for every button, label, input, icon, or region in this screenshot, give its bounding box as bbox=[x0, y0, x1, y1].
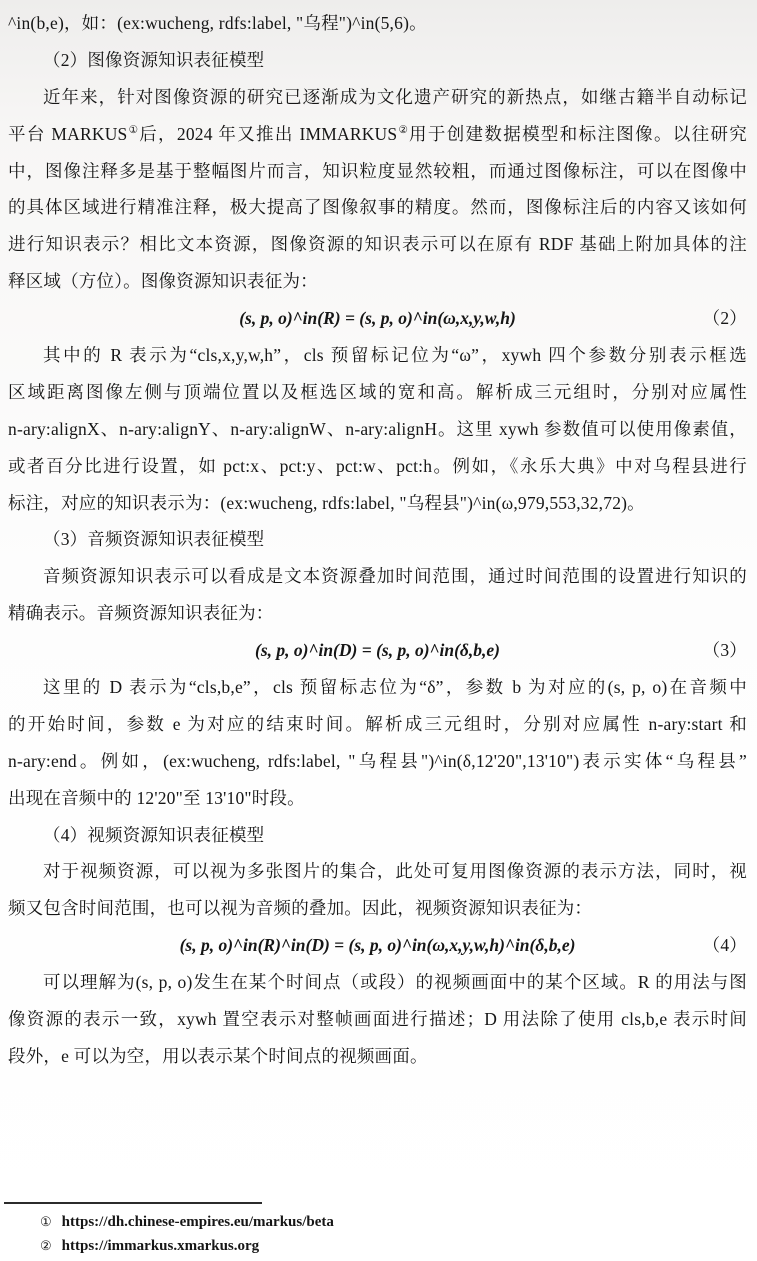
text-line: 中，图像注释多是基于整幅图片而言，知识粒度显然较粗，而通过图像标注，可以在图像中 bbox=[8, 160, 747, 181]
text-line: 近年来，针对图像资源的研究已逐渐成为文化遗产研究的新热点，如继古籍半自动标记 bbox=[43, 86, 747, 107]
footnote-ref-1: ① bbox=[127, 124, 140, 136]
footnote-marker-2: ② bbox=[40, 1238, 52, 1253]
text-line: 的开始时间，参数 e 为对应的结束时间。解析成三元组时，分别对应属性 n-ary:start 和 bbox=[8, 713, 747, 734]
footnote-item bbox=[0, 1210, 757, 1234]
footnotes-section bbox=[0, 1202, 757, 1258]
equation-number: （2） bbox=[702, 308, 747, 329]
equation-row-2 bbox=[8, 300, 747, 337]
footnote-item bbox=[0, 1234, 757, 1258]
text-segment: 平台 MARKUS bbox=[8, 123, 128, 144]
footnote-divider bbox=[4, 1202, 262, 1204]
text-line: 可以理解为(s, p, o)发生在某个时间点（或段）的视频画面中的某个区域。R 的用法与图 bbox=[43, 972, 747, 993]
text-line: 这里的 D 表示为“cls,b,e”，cls 预留标志位为“δ”，参数 b 为对应的(s, p, o)在音频中 bbox=[43, 677, 747, 698]
section-heading-audio-model: （3）音频资源知识表征模型 bbox=[43, 529, 265, 550]
text-segment: 后，2024 年又推出 IMMARKUS bbox=[139, 123, 398, 144]
text-line: 段外，e 可以为空，用以表示某个时间点的视频画面。 bbox=[8, 1045, 428, 1066]
footnote-url-immarkus: https://immarkus.xmarkus.org bbox=[61, 1238, 260, 1254]
footnote-url-markus: https://dh.chinese-empires.eu/markus/beta bbox=[61, 1214, 334, 1230]
footnote-ref-2: ② bbox=[397, 124, 410, 136]
equation-image: (s, p, o)^in(R) = (s, p, o)^in(ω,x,y,w,h) bbox=[239, 308, 516, 329]
text-line: n-ary:alignX、n-ary:alignY、n-ary:alignW、n-ary:alignH。这里 xywh 参数值可以使用像素值， bbox=[8, 418, 747, 439]
equation-row-4 bbox=[8, 927, 747, 964]
text-line: 频又包含时间范围，也可以视为音频的叠加。因此，视频资源知识表征为： bbox=[8, 898, 593, 919]
text-line: 其中的 R 表示为“cls,x,y,w,h”，cls 预留标记位为“ω”，xywh 四个参数分别表示框选 bbox=[43, 345, 747, 366]
text-line: 音频资源知识表示可以看成是文本资源叠加时间范围，通过时间范围的设置进行知识的 bbox=[43, 566, 747, 587]
equation-number: （4） bbox=[702, 935, 747, 956]
text-line: 的具体区域进行精准注释，极大提高了图像叙事的精度。然而，图像标注后的内容又该如何 bbox=[8, 197, 747, 218]
text-line: 像资源的表示一致，xywh 置空表示对整帧画面进行描述；D 用法除了使用 cls,b,e 表示时间 bbox=[8, 1009, 747, 1030]
text-line: 释区域（方位）。图像资源知识表征为： bbox=[8, 271, 318, 292]
section-heading-image-model: （2）图像资源知识表征模型 bbox=[43, 49, 265, 70]
equation-row-3 bbox=[8, 632, 747, 669]
text-line: 区域距离图像左侧与顶端位置以及框选区域的宽和高。解析成三元组时，分别对应属性 bbox=[8, 381, 747, 402]
equation-number: （3） bbox=[702, 640, 747, 661]
text-line-continuation: ^in(b,e)，如：(ex:wucheng, rdfs:label, "乌程")^in(5,6)。 bbox=[8, 13, 427, 33]
text-line: 出现在音频中的 12'20"至 13'10"时段。 bbox=[8, 787, 305, 808]
section-heading-video-model: （4）视频资源知识表征模型 bbox=[43, 824, 265, 845]
text-line: n-ary:end。例如，(ex:wucheng, rdfs:label, "乌程县")^in(δ,12'20",13'10")表示实体“乌程县” bbox=[8, 750, 747, 771]
text-segment: 用于创建数据模型和标注图像。以往研究 bbox=[409, 123, 747, 144]
text-line: 对于视频资源，可以视为多张图片的集合，此处可复用图像资源的表示方法，同时，视 bbox=[43, 861, 747, 882]
footnote-marker-1: ① bbox=[40, 1214, 52, 1229]
equation-video: (s, p, o)^in(R)^in(D) = (s, p, o)^in(ω,x,y,w,h)^in(δ,b,e) bbox=[179, 935, 576, 956]
equation-audio: (s, p, o)^in(D) = (s, p, o)^in(δ,b,e) bbox=[255, 640, 500, 661]
text-line: 精确表示。音频资源知识表征为： bbox=[8, 603, 274, 624]
text-line: 标注，对应的知识表示为：(ex:wucheng, rdfs:label, "乌程县")^in(ω,979,553,32,72)。 bbox=[8, 492, 645, 513]
text-line: 进行知识表示？相比文本资源，图像资源的知识表示可以在原有 RDF 基础上附加具体的注 bbox=[8, 234, 747, 255]
text-line-with-footnote-refs bbox=[8, 116, 747, 153]
text-line: 或者百分比进行设置，如 pct:x、pct:y、pct:w、pct:h。例如，《永乐大典》中对乌程县进行 bbox=[8, 455, 747, 476]
